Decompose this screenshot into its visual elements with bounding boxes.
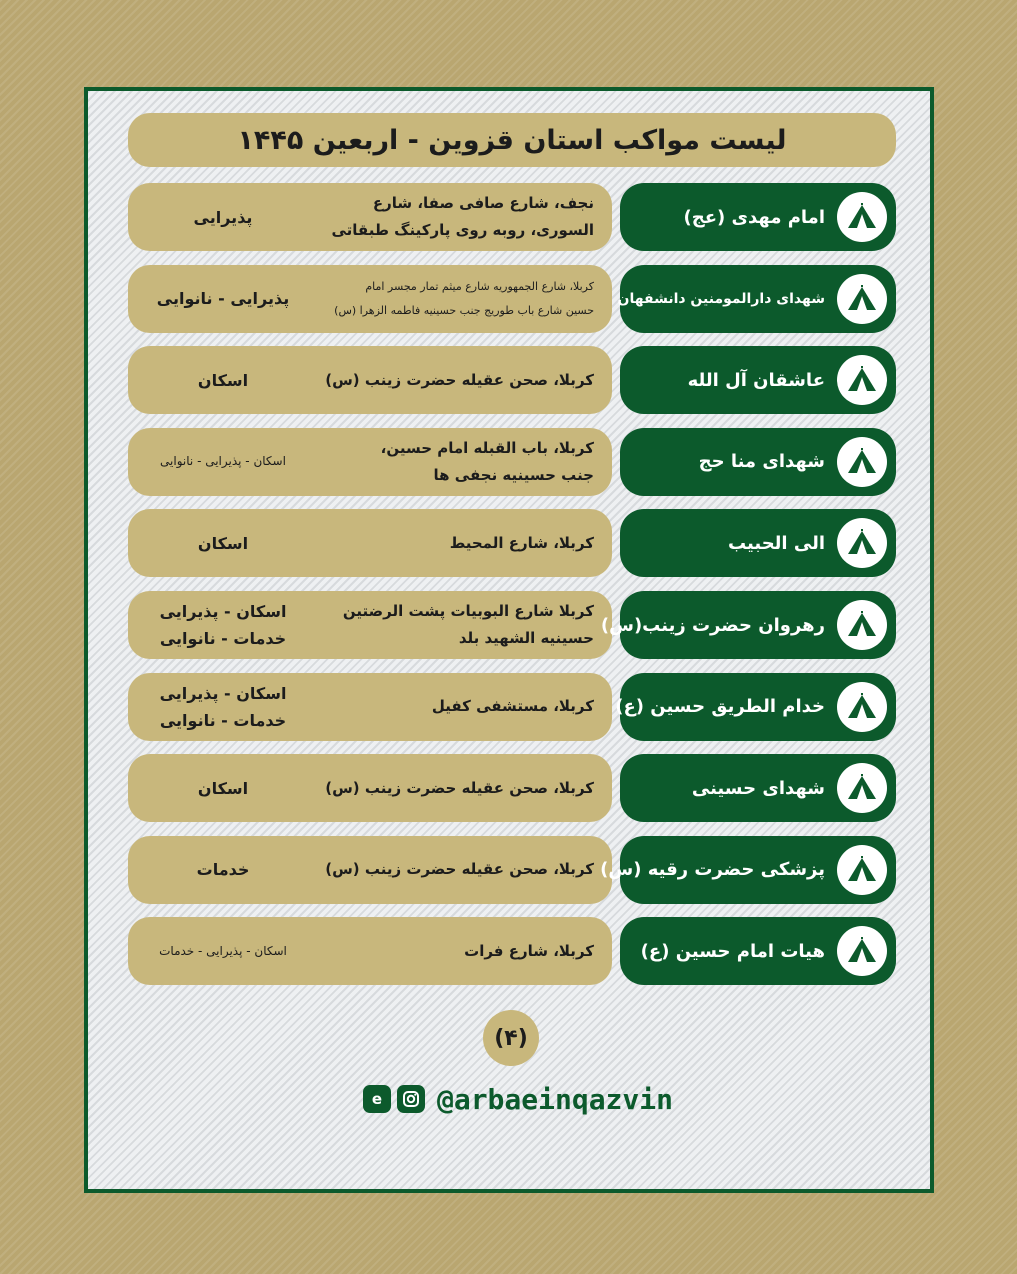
service-line: اسکان - پذیرایی bbox=[159, 602, 287, 621]
service-line: اسکان bbox=[197, 370, 249, 390]
mawkib-name-pill bbox=[620, 183, 896, 251]
mawkib-address bbox=[294, 836, 594, 904]
mawkib-name-pill bbox=[600, 591, 896, 659]
mawkib-address bbox=[294, 428, 594, 496]
mawkib-info-pill bbox=[128, 428, 612, 496]
mawkib-info-pill bbox=[128, 346, 612, 414]
service-line: اسکان - پذیرایی bbox=[159, 683, 287, 703]
mawkib-name-pill bbox=[617, 265, 896, 333]
social-footer bbox=[338, 1079, 698, 1119]
service-line: خدمات bbox=[196, 860, 250, 880]
mawkib-services bbox=[138, 917, 308, 985]
service-line: اسکان - پذیرایی - خدمات bbox=[159, 943, 287, 958]
mawkib-services bbox=[138, 591, 308, 659]
list-item bbox=[88, 265, 930, 333]
mawkib-address bbox=[294, 673, 594, 741]
mawkib-address bbox=[294, 509, 594, 577]
service-line: پذیرایی - نانوایی bbox=[156, 289, 290, 309]
list-item bbox=[88, 836, 930, 904]
address-line: کربلا، مستشفی کفیل bbox=[431, 697, 594, 716]
mawkib-name-pill bbox=[615, 673, 896, 741]
svg-text:e: e bbox=[371, 1090, 383, 1108]
tent-icon bbox=[837, 845, 887, 895]
list-item bbox=[88, 591, 930, 659]
mawkib-name: پزشکی حضرت رقیه (س) bbox=[600, 859, 825, 881]
mawkib-address bbox=[294, 265, 594, 333]
mawkib-name: رهروان حضرت زینب(س) bbox=[600, 614, 825, 636]
mawkib-address bbox=[294, 183, 594, 251]
mawkib-name: امام مهدی (عج) bbox=[683, 206, 825, 228]
address-line: حسین شارع باب طوریج جنب حسینیه فاطمه الزهرا (س) bbox=[334, 303, 594, 317]
mawkib-services bbox=[138, 836, 308, 904]
mawkib-info-pill bbox=[128, 673, 612, 741]
mawkib-info-pill bbox=[128, 183, 612, 251]
page-title: لیست مواکب استان قزوین - اربعین ۱۴۴۵ bbox=[128, 113, 896, 167]
service-line: خدمات - نانوایی bbox=[159, 710, 287, 730]
mawkib-info-pill bbox=[128, 509, 612, 577]
mawkib-name: الی الحبیب bbox=[727, 532, 825, 554]
mawkib-address bbox=[294, 754, 594, 822]
service-line: خدمات - نانوایی bbox=[159, 629, 287, 648]
mawkib-info-pill bbox=[128, 754, 612, 822]
page-number: (۴) bbox=[483, 1010, 539, 1066]
tent-icon bbox=[837, 437, 887, 487]
address-line: نجف، شارع صافی صفا، شارع bbox=[372, 194, 594, 212]
eitaa-icon[interactable] bbox=[363, 1085, 391, 1113]
address-line: کربلا، باب القبله امام حسین، bbox=[380, 438, 594, 457]
mawkib-name-pill bbox=[620, 428, 896, 496]
mawkib-name: شهدای حسینی bbox=[691, 777, 825, 799]
mawkib-name: عاشقان آل الله bbox=[687, 369, 825, 391]
mawkib-name: هیات امام حسین (ع) bbox=[640, 940, 825, 962]
service-line: اسکان - پذیرایی - نانوایی bbox=[160, 454, 286, 469]
mawkib-services bbox=[138, 509, 308, 577]
tent-icon bbox=[837, 600, 887, 650]
content-frame bbox=[84, 87, 934, 1193]
service-line: اسکان bbox=[197, 533, 249, 553]
tent-icon bbox=[837, 926, 887, 976]
tent-icon bbox=[837, 682, 887, 732]
tent-icon bbox=[837, 192, 887, 242]
mawkib-address bbox=[294, 346, 594, 414]
mawkib-services bbox=[138, 428, 308, 496]
address-line: کربلا، صحن عقیله حضرت زینب (س) bbox=[325, 370, 594, 389]
mawkib-name-pill bbox=[600, 836, 896, 904]
tent-icon bbox=[837, 518, 887, 568]
mawkib-info-pill bbox=[128, 836, 612, 904]
mawkib-services bbox=[138, 265, 308, 333]
mawkib-services bbox=[138, 673, 308, 741]
mawkib-services bbox=[138, 183, 308, 251]
mawkib-services bbox=[138, 346, 308, 414]
mawkib-address bbox=[294, 917, 594, 985]
list-item bbox=[88, 346, 930, 414]
social-handle[interactable]: @arbaeinqazvin bbox=[436, 1082, 673, 1116]
mawkib-info-pill bbox=[128, 591, 612, 659]
address-line: کربلا شارع البوبیات پشت الرضتین bbox=[342, 602, 594, 620]
address-line: کربلا، صحن عقیله حضرت زینب (س) bbox=[325, 860, 594, 879]
address-line: حسینیه الشهید بلد bbox=[458, 629, 594, 647]
mawkib-name-pill bbox=[620, 346, 896, 414]
mawkib-name-pill bbox=[620, 917, 896, 985]
tent-icon bbox=[837, 763, 887, 813]
mawkib-info-pill bbox=[128, 917, 612, 985]
mawkib-name-pill bbox=[620, 509, 896, 577]
mawkib-address bbox=[294, 591, 594, 659]
list-item bbox=[88, 754, 930, 822]
tent-icon bbox=[837, 355, 887, 405]
address-line: السوری، روبه روی پارکینگ طبقاتی bbox=[331, 221, 594, 239]
list-item bbox=[88, 428, 930, 496]
list-item bbox=[88, 183, 930, 251]
mawkib-info-pill bbox=[128, 265, 612, 333]
address-line: کربلا، صحن عقیله حضرت زینب (س) bbox=[325, 778, 594, 797]
address-line: کربلا، شارع فرات bbox=[464, 941, 594, 960]
tent-icon bbox=[837, 274, 887, 324]
mawkib-name: خدام الطریق حسین (ع) bbox=[615, 696, 825, 718]
list-item bbox=[88, 673, 930, 741]
mawkib-name-pill bbox=[620, 754, 896, 822]
mawkib-name: شهدای دارالمومنین دانشفهان bbox=[617, 290, 825, 307]
address-line: کربلا، شارع الجمهوریه شارع میثم تمار مجسر امام bbox=[365, 279, 594, 293]
address-line: کربلا، شارع المحیط bbox=[449, 533, 594, 552]
service-line: اسکان bbox=[197, 778, 249, 798]
mawkib-services bbox=[138, 754, 308, 822]
instagram-icon[interactable] bbox=[397, 1085, 425, 1113]
list-item bbox=[88, 509, 930, 577]
address-line: جنب حسینیه نجفی ها bbox=[433, 465, 594, 484]
list-item bbox=[88, 917, 930, 985]
mawkib-name: شهدای منا حج bbox=[698, 451, 825, 473]
service-line: پذیرایی bbox=[193, 207, 253, 227]
